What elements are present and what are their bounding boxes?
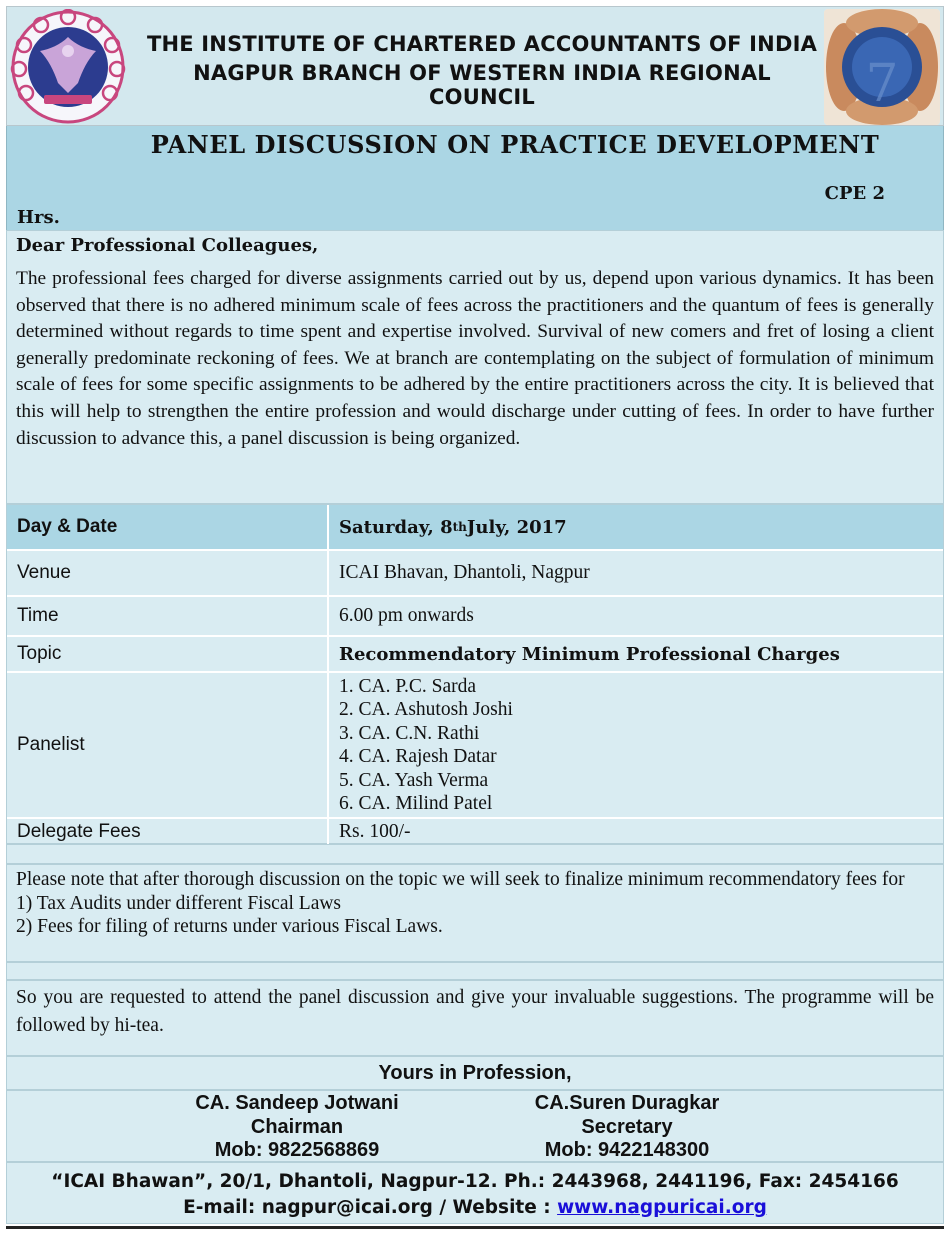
signer-role: Chairman [250, 1115, 344, 1138]
request-box [6, 980, 944, 1056]
branch-campaign-logo [824, 9, 940, 125]
chairman-signature [177, 1092, 417, 1163]
row-panelist [7, 671, 943, 817]
icai-logo [10, 9, 126, 125]
footer-email: E-mail: nagpur@icai.org / Website : [183, 1197, 558, 1218]
topic-value: Recommendatory Minimum Professional Charges [327, 637, 943, 671]
panelist-list [339, 675, 513, 816]
list-item: 4. CA. Rajesh Datar [339, 746, 497, 767]
website-link[interactable]: www.nagpuricai.org [557, 1197, 767, 1218]
note-text: Please note that after thorough discussion on the topic we will seek to finalize minimum recommendatory fees for [16, 869, 905, 890]
row-delegate-fees [7, 817, 943, 845]
fees-value: Rs. 100/- [327, 819, 943, 845]
spacer-row [6, 844, 944, 864]
spacer-row [6, 962, 944, 980]
panelist-value [327, 673, 943, 817]
signer-mobile: Mob: 9822568869 [214, 1139, 380, 1161]
day-date-label: Day & Date [17, 516, 118, 537]
list-item: 1. CA. P.C. Sarda [339, 675, 477, 697]
list-item: 2. CA. Ashutosh Joshi [339, 699, 513, 720]
time-label: Time [17, 605, 59, 626]
note-box [6, 864, 944, 962]
signoff-heading [6, 1056, 944, 1090]
introduction [6, 230, 944, 504]
event-details-table [6, 504, 944, 844]
list-item: 5. CA. Yash Verma [339, 769, 489, 791]
note-item: 2) Fees for filing of returns under various Fiscal Laws. [16, 916, 443, 937]
cpe-hours: CPE 2 [824, 183, 885, 204]
signatures [6, 1090, 944, 1162]
day-date-value: Saturday, 8 th July, 2017 [327, 505, 943, 549]
list-item: 6. CA. Milind Patel [339, 793, 493, 814]
venue-label: Venue [17, 562, 71, 583]
footer-email-line [7, 1197, 943, 1218]
row-time [7, 595, 943, 635]
intro-paragraph: The professional fees charged for diverse assignments carried out by us, depend upon various dynamics. It has been observed that there is no adhered minimum scale of fees across the practitioners and the quantum of fees is generally determined without regards to time spent and expertise involved. Survival of new comers and fret of losing a client generally predominate reckoning of fees. We at branch are contemplating on the subject of formulation of minimum scale of fees for some specific assignments to be adhered by the entire practitioners across the city. It is believed that this will help to strengthen the entire profession and would discharge under cutting of fees. In order to have further discussion to advance this, a panel discussion is being organized. [16, 268, 934, 449]
branch-name: NAGPUR BRANCH OF WESTERN INDIA REGIONAL COUNCIL [193, 61, 771, 109]
event-title: PANEL DISCUSSION ON PRACTICE DEVELOPMENT [150, 130, 880, 159]
signer-role: Secretary [581, 1115, 673, 1138]
topic-label: Topic [17, 643, 62, 664]
row-day-date [7, 505, 943, 549]
yours-in-profession: Yours in Profession, [378, 1062, 572, 1084]
footer-contact [6, 1162, 944, 1224]
row-venue [7, 549, 943, 595]
request-text: So you are requested to attend the panel discussion and give your invaluable suggestions. The programme will be followed by hi-tea. [16, 987, 934, 1036]
time-value: 6.00 pm onwards [327, 597, 943, 635]
title-band [6, 126, 944, 230]
row-topic [7, 635, 943, 671]
note-item: 1) Tax Audits under different Fiscal Laws [16, 892, 342, 914]
signer-name: CA.Suren Duragkar [534, 1092, 720, 1114]
institute-name: THE INSTITUTE OF CHARTERED ACCOUNTANTS OF INDIA [146, 32, 818, 56]
venue-value: ICAI Bhavan, Dhantoli, Nagpur [327, 551, 943, 595]
list-item: 3. CA. C.N. Rathi [339, 722, 480, 744]
greeting: Dear Professional Colleagues, [16, 235, 319, 256]
cpe-hours-unit: Hrs. [17, 207, 60, 228]
fees-label: Delegate Fees [17, 821, 141, 842]
signer-mobile: Mob: 9422148300 [544, 1139, 710, 1161]
secretary-signature [507, 1092, 747, 1163]
svg-text:7: 7 [865, 54, 899, 114]
panelist-label: Panelist [17, 734, 85, 755]
bottom-rule [6, 1226, 944, 1229]
footer-address: “ICAI Bhawan”, 20/1, Dhantoli, Nagpur-12. Ph.: 2443968, 2441196, Fax: 2454166 [51, 1171, 899, 1192]
header [6, 6, 944, 126]
signer-name: CA. Sandeep Jotwani [195, 1092, 399, 1114]
